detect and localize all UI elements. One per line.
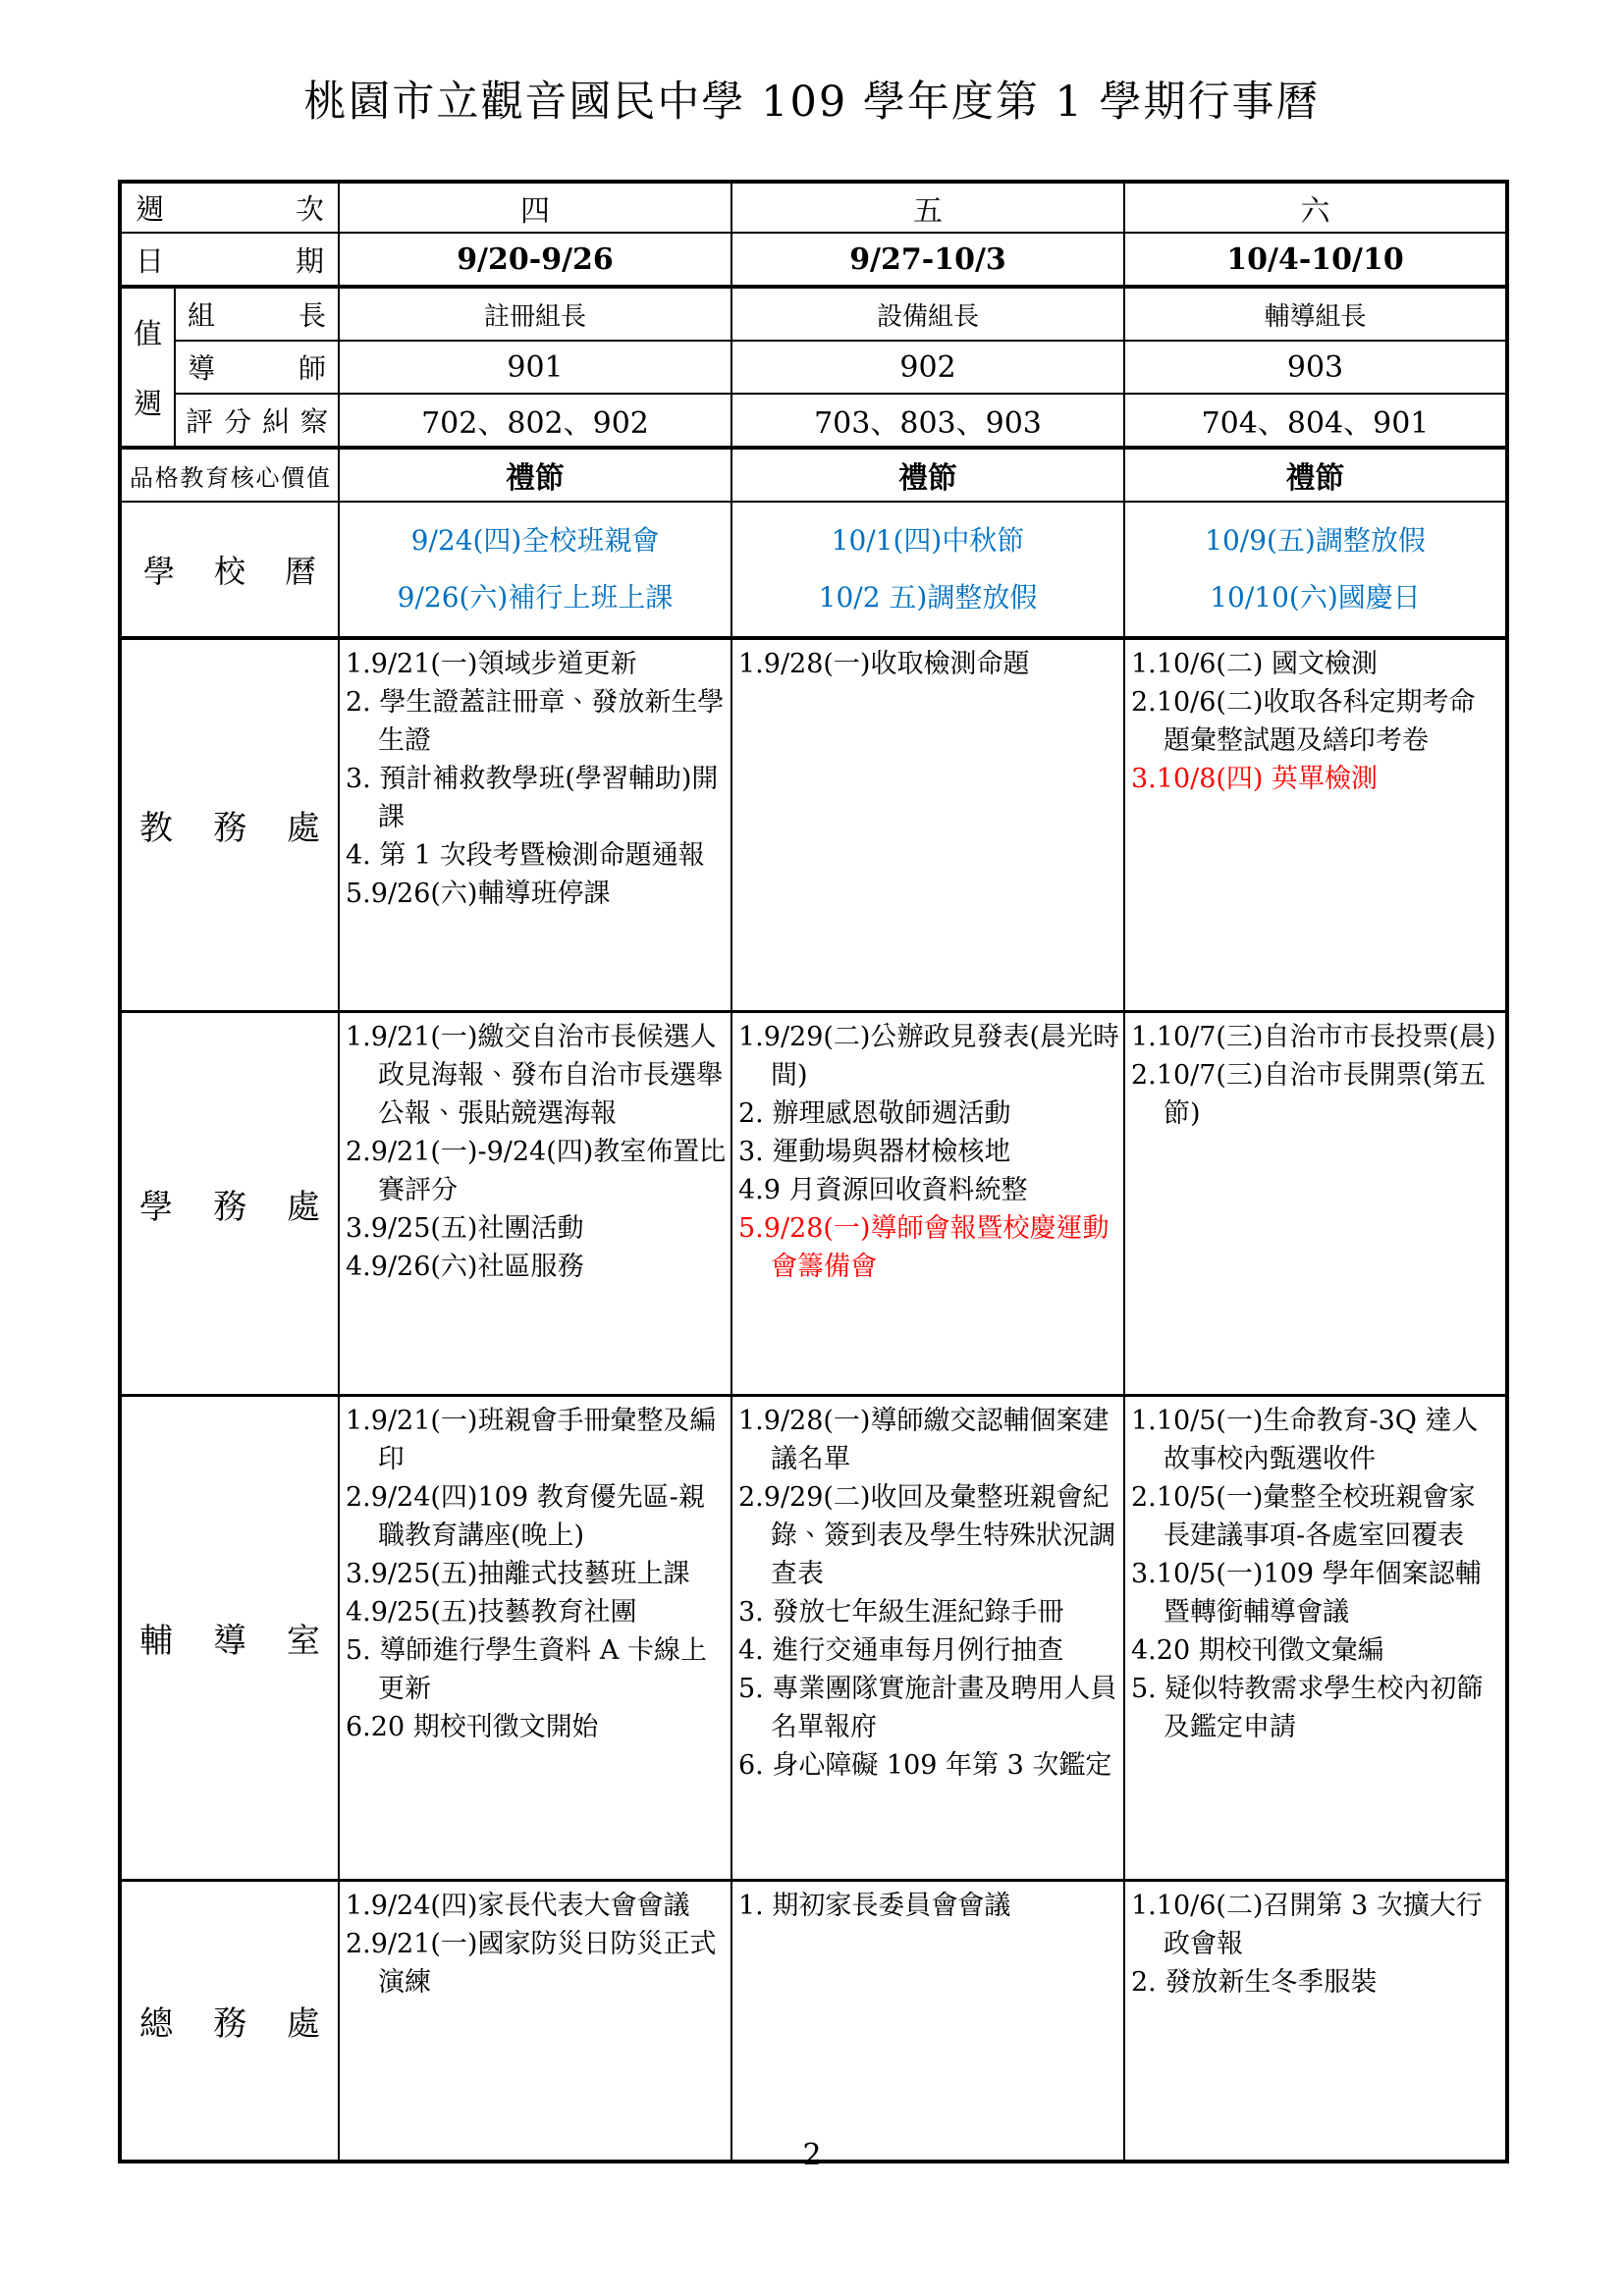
schedule-item: 3. 發放七年級生涯紀錄手冊 — [738, 1597, 1064, 1628]
character-education-row — [120, 448, 1507, 502]
patrol-value: 704、804、901 — [1124, 394, 1507, 448]
schedule-item: 5. 專業團隊實施計畫及聘用人員名單報府 — [738, 1674, 1117, 1742]
schedule-item: 3.10/8(四) 英單檢測 — [1131, 764, 1379, 794]
duty-homeroom-row — [120, 341, 1507, 394]
schedule-item: 4. 進行交通車每月例行抽查 — [738, 1635, 1064, 1666]
group-leader-label-char: 長 — [298, 299, 326, 332]
calendar-table — [118, 180, 1509, 2163]
calendar-event: 9/24(四)全校班親會 — [410, 524, 660, 557]
schedule-item: 4.9 月資源回收資料統整 — [738, 1175, 1028, 1205]
date-range: 10/4-10/10 — [1124, 233, 1507, 287]
week-label-char: 週 — [135, 192, 165, 226]
duty-group-leader-row — [120, 287, 1507, 341]
schedule-item: 4.9/26(六)社區服務 — [346, 1252, 584, 1282]
label-char: 教 — [180, 463, 204, 492]
label-char: 輔 — [139, 1622, 173, 1661]
schedule-item: 2.10/7(三)自治市長開票(第五節) — [1131, 1060, 1486, 1129]
label-char: 導 — [213, 1622, 246, 1661]
counseling-office-week5-cell — [731, 1396, 1124, 1881]
patrol-label-cell — [175, 394, 339, 448]
patrol-value: 702、802、902 — [339, 394, 731, 448]
counseling-office-row — [120, 1396, 1507, 1881]
label-char: 務 — [213, 2004, 246, 2044]
student-affairs-week5-cell — [731, 1012, 1124, 1396]
schedule-item: 1.9/21(一)班親會手冊彙整及編印 — [346, 1406, 717, 1474]
date-label-char: 日 — [135, 243, 165, 278]
schedule-item: 5. 疑似特教需求學生校內初篩及鑑定申請 — [1131, 1674, 1484, 1742]
school-calendar-week5-cell — [731, 502, 1124, 638]
academic-affairs-week4-cell — [339, 638, 731, 1012]
homeroom-label-cell — [175, 341, 339, 394]
schedule-item: 5.9/26(六)輔導班停課 — [346, 879, 611, 909]
school-calendar-week6-cell — [1124, 502, 1507, 638]
schedule-item: 1.10/6(二)召開第 3 次擴大行政會報 — [1131, 1891, 1483, 1959]
counseling-office-week6-cell — [1124, 1396, 1507, 1881]
homeroom-value: 903 — [1124, 341, 1507, 394]
schedule-item: 5.9/28(一)導師會報暨校慶運動會籌備會 — [738, 1213, 1110, 1282]
schedule-item: 3.9/25(五)抽離式技藝班上課 — [346, 1559, 690, 1589]
label-char: 務 — [213, 809, 246, 848]
schedule-item: 3.9/25(五)社團活動 — [346, 1213, 584, 1244]
schedule-item: 3. 預計補救教學班(學習輔助)開課 — [346, 764, 719, 832]
page-title: 桃園市立觀音國民中學 109 學年度第 1 學期行事曆 — [303, 78, 1321, 127]
calendar-event: 10/9(五)調整放假 — [1205, 524, 1426, 557]
label-char: 處 — [287, 809, 320, 848]
schedule-item: 1.9/24(四)家長代表大會會議 — [346, 1891, 690, 1921]
group-leader-value: 設備組長 — [731, 287, 1124, 341]
week-number-value: 四 — [339, 182, 731, 233]
duty-label-char: 值 — [133, 317, 162, 350]
academic-affairs-week6-cell — [1124, 638, 1507, 1012]
schedule-item: 1.9/28(一)收取檢測命題 — [738, 649, 1030, 679]
label-char: 學 — [143, 553, 176, 590]
label-char: 學 — [139, 1187, 173, 1227]
label-char: 分 — [223, 405, 251, 438]
date-label-char: 期 — [295, 243, 324, 278]
group-leader-value: 註冊組長 — [339, 287, 731, 341]
general-affairs-label-cell — [120, 1881, 339, 2163]
schedule-item: 2.9/21(一)-9/24(四)教室佈置比賽評分 — [346, 1137, 727, 1205]
schedule-item: 2. 發放新生冬季服裝 — [1131, 1967, 1378, 1998]
label-char: 糾 — [261, 405, 290, 438]
character-value: 禮節 — [1124, 448, 1507, 502]
label-char: 品 — [130, 463, 153, 492]
schedule-item: 3. 運動場與器材檢核地 — [738, 1137, 1011, 1167]
schedule-item: 6.20 期校刊徵文開始 — [346, 1712, 599, 1742]
duty-label-char: 週 — [133, 387, 162, 420]
week-label-char: 次 — [295, 192, 324, 226]
calendar-event: 10/10(六)國慶日 — [1210, 581, 1421, 614]
label-char: 處 — [287, 1187, 320, 1227]
calendar-event: 9/26(六)補行上班上課 — [397, 581, 674, 614]
schedule-item: 2.10/5(一)彙整全校班親會家長建議事項-各處室回覆表 — [1131, 1482, 1476, 1551]
label-char: 校 — [213, 553, 245, 590]
label-char: 評 — [186, 405, 214, 438]
student-affairs-week6-cell — [1124, 1012, 1507, 1396]
schedule-item: 4.20 期校刊徵文彙編 — [1131, 1635, 1384, 1666]
character-education-label-cell — [120, 448, 339, 502]
schedule-item: 2.9/29(二)收回及彙整班親會紀錄、簽到表及學生特殊狀況調查表 — [738, 1482, 1115, 1589]
student-affairs-row — [120, 1012, 1507, 1396]
general-affairs-week5-cell — [731, 1881, 1124, 2163]
label-char: 值 — [305, 463, 330, 492]
schedule-item: 4.9/25(五)技藝教育社團 — [346, 1597, 637, 1628]
schedule-item: 2.9/24(四)109 教育優先區-親職教育講座(晚上) — [346, 1482, 705, 1551]
label-char: 核 — [230, 463, 254, 492]
schedule-item: 1.10/5(一)生命教育-3Q 達人故事校內甄選收件 — [1131, 1406, 1479, 1474]
label-char: 曆 — [284, 553, 316, 590]
label-char: 處 — [287, 2004, 320, 2044]
schedule-item: 2.10/6(二)收取各科定期考命題彙整試題及繕印考卷 — [1131, 687, 1476, 756]
calendar-event: 10/1(四)中秋節 — [831, 524, 1025, 557]
character-value: 禮節 — [339, 448, 731, 502]
academic-affairs-label-cell — [120, 638, 339, 1012]
schedule-item: 3.10/5(一)109 學年個案認輔暨轉銜輔導會議 — [1131, 1559, 1482, 1628]
schedule-item: 1.9/29(二)公辦政見發表(晨光時間) — [738, 1022, 1119, 1091]
schedule-item: 1.9/28(一)導師繳交認輔個案建議名單 — [738, 1406, 1110, 1474]
schedule-item: 2. 學生證蓋註冊章、發放新生學生證 — [346, 687, 725, 756]
week-number-row — [120, 182, 1507, 233]
week-number-value: 五 — [731, 182, 1124, 233]
patrol-value: 703、803、903 — [731, 394, 1124, 448]
group-leader-label-cell — [175, 287, 339, 341]
duty-week-label-cell — [120, 287, 175, 448]
counseling-office-week4-cell — [339, 1396, 731, 1881]
calendar-event: 10/2 五)調整放假 — [818, 581, 1038, 614]
week-number-label-cell — [120, 182, 339, 233]
label-char: 察 — [299, 405, 328, 438]
schedule-item: 6. 身心障礙 109 年第 3 次鑑定 — [738, 1750, 1112, 1781]
date-range: 9/27-10/3 — [731, 233, 1124, 287]
duty-patrol-row — [120, 394, 1507, 448]
label-char: 總 — [139, 2004, 173, 2044]
counseling-office-label-cell — [120, 1396, 339, 1881]
schedule-item: 2. 辦理感恩敬師週活動 — [738, 1098, 1011, 1129]
school-calendar-label-cell — [120, 502, 339, 638]
school-calendar-week4-cell — [339, 502, 731, 638]
label-char: 格 — [154, 463, 179, 492]
schedule-item: 5. 導師進行學生資料 A 卡線上更新 — [346, 1635, 708, 1704]
student-affairs-label-cell — [120, 1012, 339, 1396]
schedule-item: 1.9/21(一)繳交自治市長候選人政見海報、發布自治市長選舉公報、張貼競選海報 — [346, 1022, 723, 1129]
date-range: 9/20-9/26 — [339, 233, 731, 287]
date-row — [120, 233, 1507, 287]
homeroom-label-char: 師 — [298, 352, 326, 385]
date-label-cell — [120, 233, 339, 287]
general-affairs-week4-cell — [339, 1881, 731, 2163]
schedule-item: 4. 第 1 次段考暨檢測命題通報 — [346, 840, 705, 871]
schedule-item: 2.9/21(一)國家防災日防災正式演練 — [346, 1929, 717, 1998]
label-char: 心 — [255, 463, 280, 492]
academic-affairs-week5-cell — [731, 638, 1124, 1012]
page-number: 2 — [802, 2138, 822, 2172]
general-affairs-week6-cell — [1124, 1881, 1507, 2163]
label-char: 育 — [205, 463, 230, 492]
student-affairs-week4-cell — [339, 1012, 731, 1396]
schedule-item: 1.9/21(一)領域步道更新 — [346, 649, 637, 679]
group-leader-label-char: 組 — [188, 299, 216, 332]
schedule-item: 1. 期初家長委員會會議 — [738, 1891, 1011, 1921]
schedule-item: 1.10/7(三)自治市市長投票(晨) — [1131, 1022, 1496, 1052]
label-char: 務 — [213, 1187, 246, 1227]
character-value: 禮節 — [731, 448, 1124, 502]
label-char: 價 — [281, 463, 305, 492]
week-number-value: 六 — [1124, 182, 1507, 233]
school-calendar-row — [120, 502, 1507, 638]
schedule-item: 1.10/6(二) 國文檢測 — [1131, 649, 1379, 679]
homeroom-value: 902 — [731, 341, 1124, 394]
academic-affairs-row — [120, 638, 1507, 1012]
label-char: 室 — [287, 1622, 320, 1661]
homeroom-label-char: 導 — [188, 352, 216, 385]
homeroom-value: 901 — [339, 341, 731, 394]
label-char: 教 — [139, 809, 173, 848]
group-leader-value: 輔導組長 — [1124, 287, 1507, 341]
general-affairs-row — [120, 1881, 1507, 2163]
